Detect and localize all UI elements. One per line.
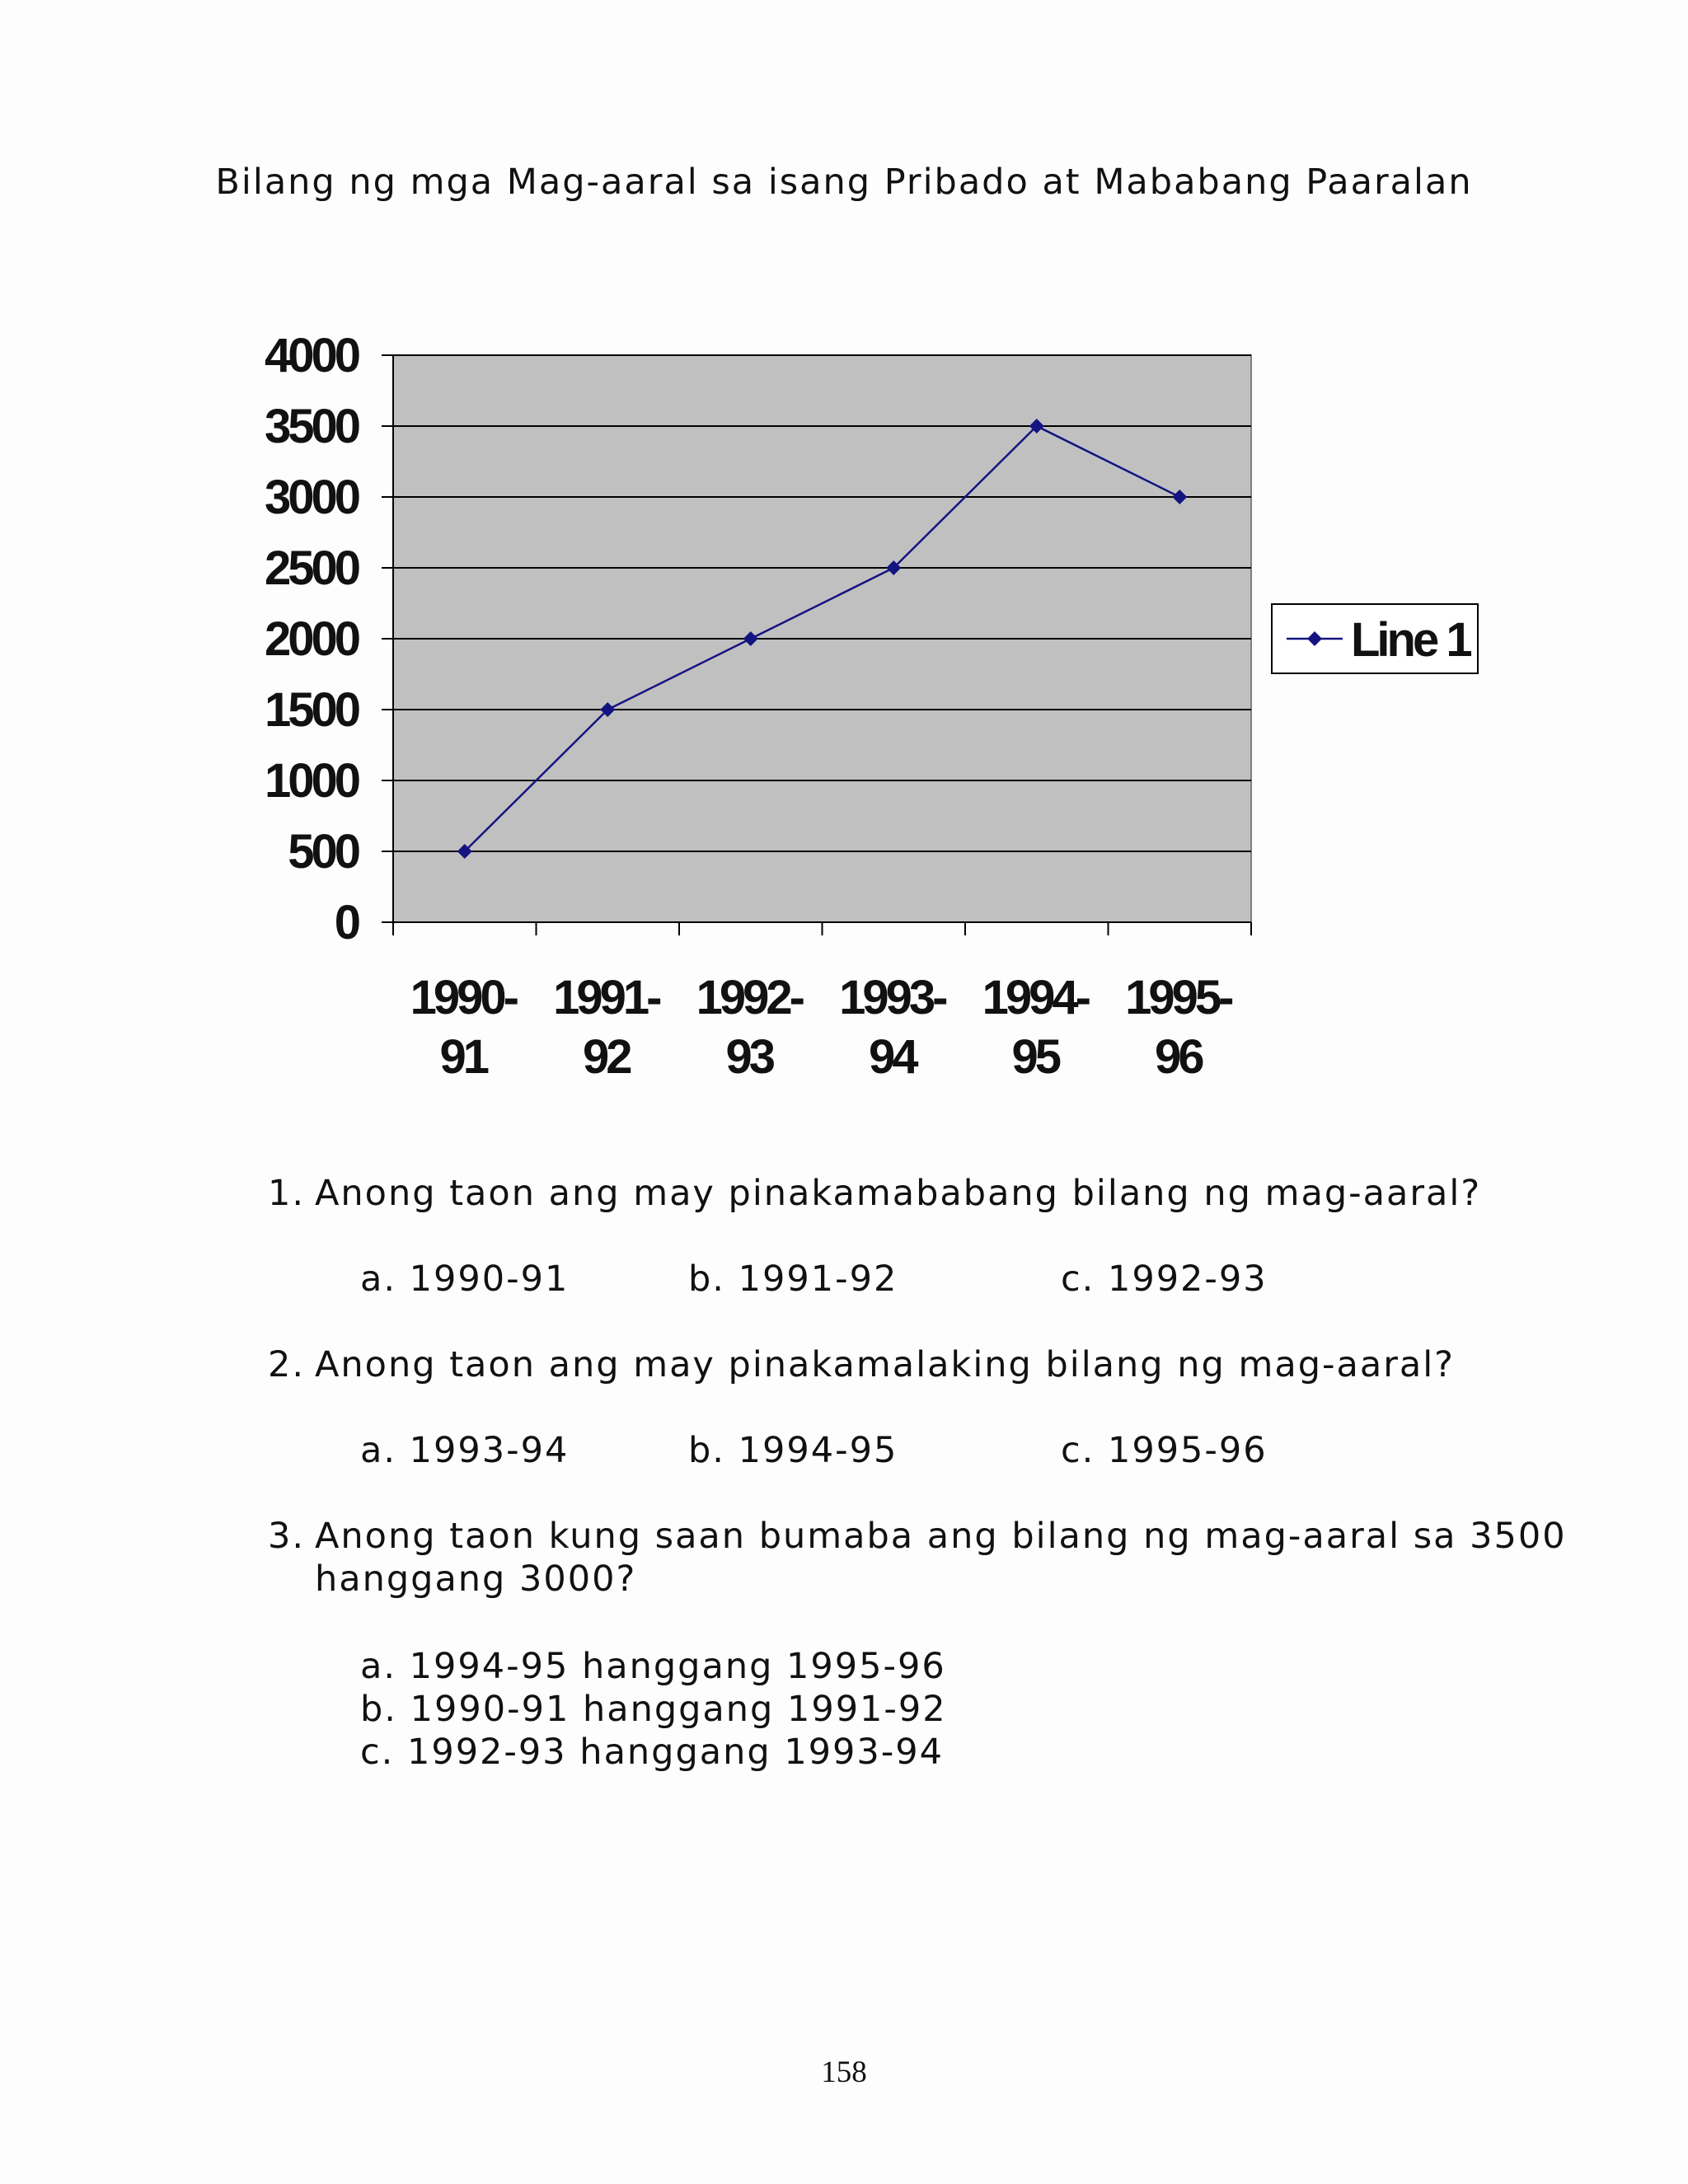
question-3 (268, 1515, 1567, 1601)
option-2a: a. 1993-94 (360, 1430, 570, 1471)
y-tick-label: 2500 (264, 541, 358, 595)
y-tick-label: 3000 (264, 471, 358, 524)
option-1a: a. 1990-91 (360, 1258, 570, 1300)
y-tick-label: 2000 (264, 612, 358, 666)
x-tick-label: 1991-92 (553, 971, 659, 1084)
option-2b: b. 1994-95 (688, 1430, 898, 1471)
option-1c: c. 1992-93 (1061, 1258, 1268, 1300)
x-tick-label: 1992-93 (696, 971, 802, 1084)
x-tick-label: 1994-95 (982, 971, 1088, 1084)
chart-title: Bilang ng mga Mag-aaral sa isang Pribado at Mababang Paaralan (215, 162, 1473, 203)
y-tick-label: 3500 (264, 400, 358, 453)
y-tick-label: 1500 (264, 683, 358, 737)
option-3c: c. 1992-93 hanggang 1993-94 (360, 1732, 944, 1773)
y-tick-label: 4000 (264, 329, 358, 382)
option-3b: b. 1990-91 hanggang 1991-92 (360, 1689, 947, 1730)
question-number: 1. (268, 1173, 306, 1214)
x-tick-label: 1990-91 (410, 971, 516, 1084)
question-number: 3. (268, 1516, 306, 1557)
question-text: Anong taon ang may pinakamalaking bilang ng mag-aaral? (315, 1344, 1456, 1385)
x-tick-label: 1993-94 (839, 971, 945, 1084)
legend-label: Line 1 (1351, 613, 1470, 667)
question-text: Anong taon ang may pinakamababang bilang ng mag-aaral? (315, 1173, 1482, 1214)
y-tick-label: 500 (288, 825, 358, 879)
y-tick-label: 1000 (264, 754, 358, 808)
option-1b: b. 1991-92 (688, 1258, 898, 1300)
page-number: 158 (821, 2055, 867, 2089)
question-2 (268, 1343, 1455, 1386)
question-number: 2. (268, 1344, 306, 1385)
question-1 (268, 1172, 1481, 1215)
option-2c: c. 1995-96 (1061, 1430, 1268, 1471)
option-3a: a. 1994-95 hanggang 1995-96 (360, 1646, 946, 1687)
question-text-continued: hanggang 3000? (315, 1558, 637, 1600)
y-tick-label: 0 (334, 896, 358, 949)
question-text: Anong taon kung saan bumaba ang bilang ng mag-aaral sa 3500 (315, 1516, 1567, 1557)
x-tick-label: 1995-96 (1125, 971, 1231, 1084)
